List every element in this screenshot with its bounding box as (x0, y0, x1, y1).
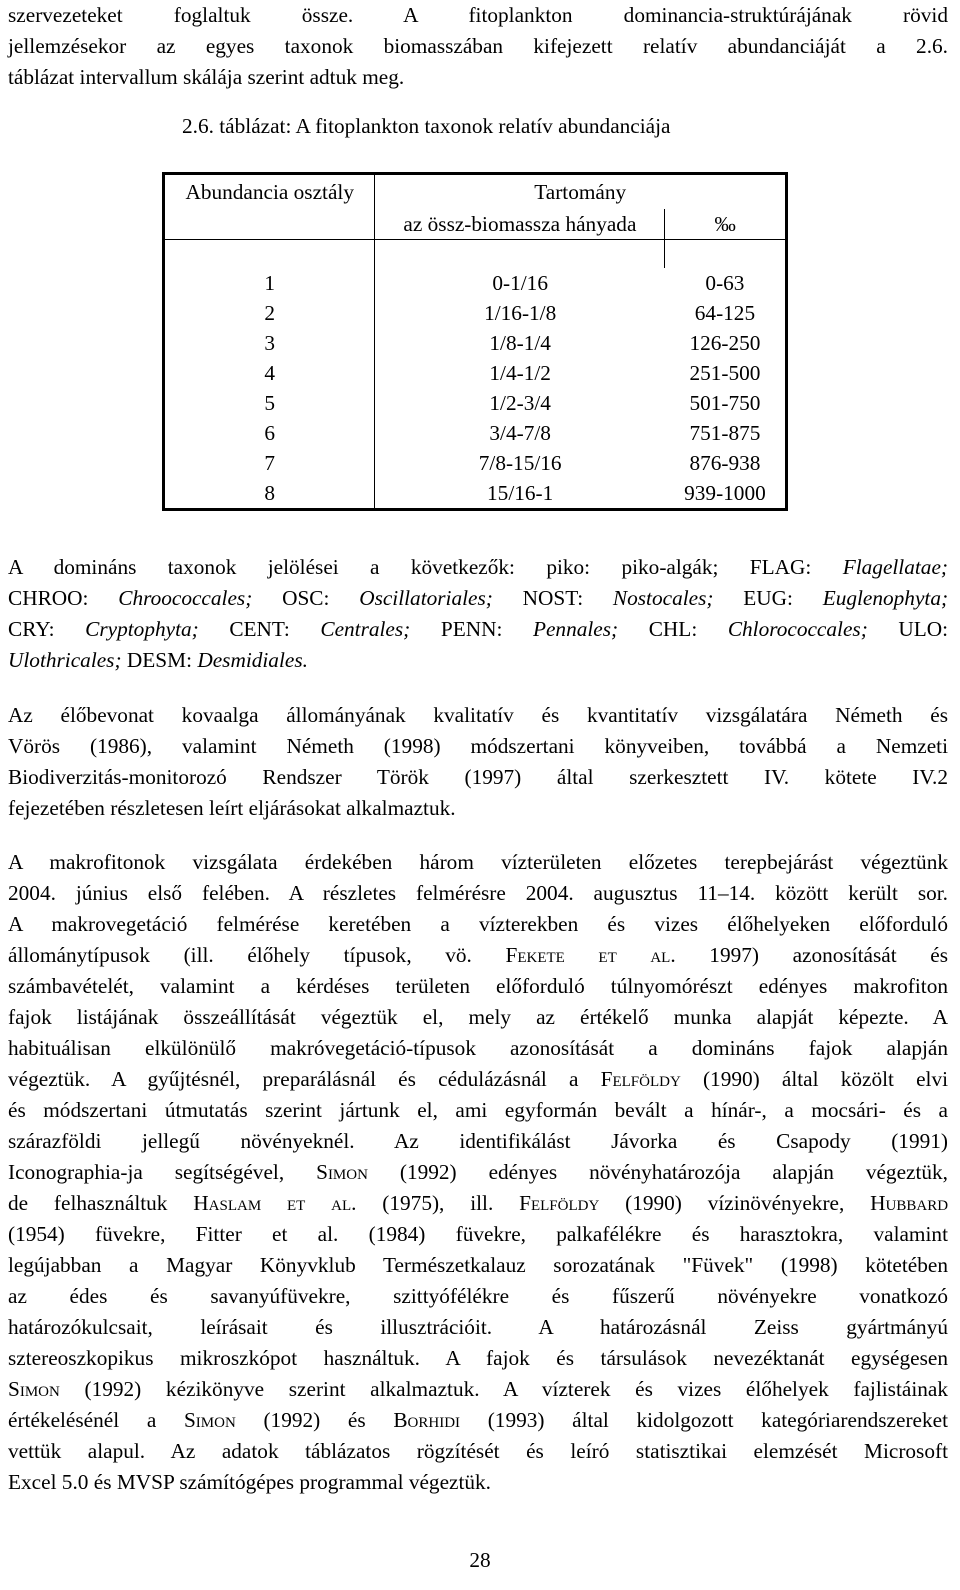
cell-permille: 64-125 (694, 300, 756, 325)
table-row (164, 478, 787, 510)
text-line: az édes és savanyúfüvekre, szittyófélékre és fűszerű növényekre vonatkozó (8, 1284, 948, 1308)
cell-fraction: 1/16-1/8 (484, 300, 557, 325)
text-line: de felhasználtuk Haslam et al. (1975), ill. Felföldy (1990) vízinövényekre, Hubbard (8, 1191, 949, 1215)
cell-permille: 126-250 (689, 330, 761, 355)
cell-permille: 939-1000 (684, 480, 766, 505)
table-subheader-row (164, 209, 787, 240)
text-line: legújabban a Magyar Könyvklub Természetkalauz sorozatának "Füvek" (1998) kötetében (8, 1253, 948, 1277)
text-line: sztereoszkopikus mikroszkópot használtuk. A fajok és társulások nevezéktanát egységesen (8, 1346, 948, 1370)
table-row (164, 328, 787, 358)
table-row (164, 268, 787, 298)
cell-fraction: 3/4-7/8 (489, 420, 551, 445)
table-caption: 2.6. táblázat: A fitoplankton taxonok relatív abundanciája (182, 114, 671, 138)
abundance-table (162, 172, 788, 511)
table-row (164, 298, 787, 328)
cell-class: 7 (164, 448, 375, 478)
cell-permille: 876-938 (689, 450, 761, 475)
header-permille: ‰ (665, 209, 787, 240)
text-line: és módszertani útmutatás szerint jártunk el, ami egyformán bevált a hínár-, a mocsári- és a (8, 1098, 948, 1122)
cell-fraction: 7/8-15/16 (478, 450, 562, 475)
text-line: értékelésénél a Simon (1992) és Borhidi (1993) által kidolgozott kategóriarendszereket (8, 1408, 949, 1432)
text-line: (1954) füvekre, Fitter et al. (1984) füvekre, palkafélékre és harasztokra, valamint (8, 1222, 948, 1246)
text-line: Ulothricales; DESM: Desmidiales. (8, 648, 308, 672)
cell-fraction: 1/4-1/2 (489, 360, 551, 385)
text-line: A makrovegetáció felmérése keretében a vízterekben és vizes élőhelyeken előforduló (8, 912, 948, 936)
table-row (164, 448, 787, 478)
text-line: végeztük. A gyűjtésnél, preparálásnál és cédulázásnál a Felföldy (1990) által közölt elvi (8, 1067, 949, 1091)
cell-permille: 0-63 (705, 270, 745, 295)
text-line: jellemzésekor az egyes taxonok biomasszában kifejezett relatív abundanciáját a 2.6. (8, 34, 948, 58)
text-line: Vörös (1986), valamint Németh (1998) módszertani könyveiben, továbbá a Nemzeti (8, 734, 948, 758)
cell-permille: 251-500 (689, 360, 761, 385)
text-line: vettük alapul. Az adatok táblázatos rögzítését és leíró statisztikai elemzését Microsoft (8, 1439, 948, 1463)
text-line: táblázat intervallum skálája szerint adtuk meg. (8, 65, 405, 89)
text-line: Biodiverzitás-monitorozó Rendszer Török (1997) által szerkesztett IV. kötete IV.2 (8, 765, 948, 789)
text-line: Iconographia-ja segítségével, Simon (1992) edényes növényhatározója alapján végeztük, (8, 1160, 949, 1184)
text-line: fejezetében részletesen leírt eljárásokat alkalmaztuk. (8, 796, 456, 820)
text-line: Az élőbevonat kovaalga állományának kvalitatív és kvantitatív vizsgálatára Németh és (8, 703, 948, 727)
cell-permille: 501-750 (689, 390, 761, 415)
abbreviation-paragraph (8, 552, 948, 676)
cell-class: 8 (164, 478, 375, 510)
table-row (164, 358, 787, 388)
text-line: Simon (1992) kézikönyve szerint alkalmaztuk. A vízterek és vizes élőhelyek fajlistáinak (8, 1377, 948, 1401)
cell-class: 3 (164, 328, 375, 358)
text-line: számbavételét, valamint a kérdéses területen előforduló túlnyomórészt edényes makrofiton (8, 974, 948, 998)
table-row (164, 388, 787, 418)
intro-paragraph (8, 0, 948, 93)
cell-fraction: 15/16-1 (487, 480, 554, 505)
text-line: A domináns taxonok jelölései a következők: piko: piko-algák; FLAG: Flagellatae; (8, 555, 948, 579)
text-line: habituálisan elkülönülő makróvegetáció-típusok azonosítását a domináns fajok alapján (8, 1036, 948, 1060)
header-abundance-class: Abundancia osztály (164, 174, 375, 210)
cell-permille: 751-875 (689, 420, 761, 445)
cell-fraction: 1/2-3/4 (489, 390, 551, 415)
text-line: Excel 5.0 és MVSP számítógépes programmal végeztük. (8, 1470, 492, 1494)
text-line: CRY: Cryptophyta; CENT: Centrales; PENN: Pennales; CHL: Chlorococcales; ULO: (8, 617, 949, 641)
page-number: 28 (469, 1548, 491, 1572)
text-line: 2004. június első felében. A részletes felmérésre 2004. augusztus 11–14. között került sor. (8, 881, 948, 905)
table-row (164, 418, 787, 448)
text-line: A makrofitonok vizsgálata érdekében három vízterületen előzetes terepbejárást végeztünk (8, 850, 948, 874)
text-line: határozókulcsait, leírásait és illusztrációit. A határozásnál Zeiss gyártmányú (8, 1315, 948, 1339)
cell-class: 4 (164, 358, 375, 388)
text-line: szárazföldi jellegű növényeknél. Az identifikálást Jávorka és Csapody (1991) (8, 1129, 948, 1153)
text-line: szervezeteket foglaltuk össze. A fitoplankton dominancia-struktúrájának rövid (8, 3, 948, 27)
macrophyte-paragraph (8, 847, 948, 1498)
cell-class: 2 (164, 298, 375, 328)
method-paragraph (8, 700, 948, 824)
text-line: CHROO: Chroococcales; OSC: Oscillatoriales; NOST: Nostocales; EUG: Euglenophyta; (8, 586, 949, 610)
header-range: Tartomány (534, 179, 627, 204)
text-line: fajok listájának összeállítását végeztük el, mely az értékelő munka alapját képezte. A (8, 1005, 948, 1029)
cell-class: 1 (164, 268, 375, 298)
cell-fraction: 1/8-1/4 (489, 330, 551, 355)
header-fraction: az össz-biomassza hányada (375, 209, 665, 240)
cell-class: 6 (164, 418, 375, 448)
cell-fraction: 0-1/16 (492, 270, 548, 295)
cell-class: 5 (164, 388, 375, 418)
text-line: állománytípusok (ill. élőhely típusok, vö. Fekete et al. 1997) azonosítását és (8, 943, 949, 967)
table-header-row (164, 174, 787, 210)
